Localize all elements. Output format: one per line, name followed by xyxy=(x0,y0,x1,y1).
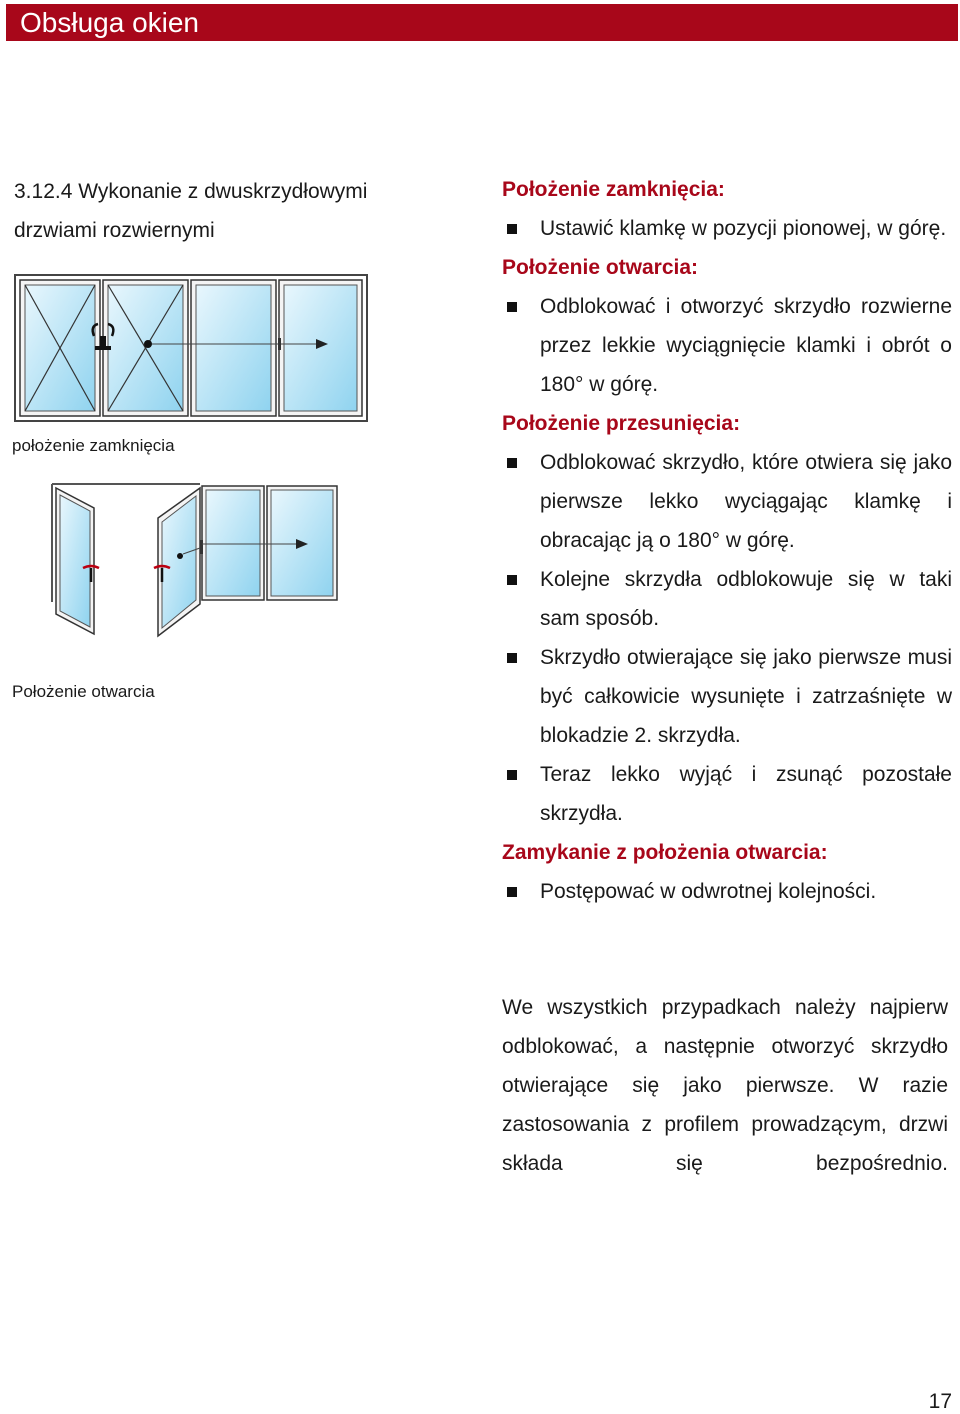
instruction-bullet xyxy=(502,872,952,911)
caption-closed: położenie zamknięcia xyxy=(12,436,175,455)
instruction-bullet xyxy=(502,209,952,248)
page-title: Obsługa okien xyxy=(20,7,200,38)
caption-open: Położenie otwarcia xyxy=(12,682,155,701)
note-paragraph: We wszystkich przypadkach należy najpierw odblokować, a następnie otworzyć skrzydło otwierające się jako pierwsze. W razie zastosowania z profilem prowadzącym, drzwi składa się bezpośrednio. xyxy=(502,996,948,1175)
square-bullet-icon xyxy=(507,575,517,585)
handle-icon xyxy=(200,540,203,554)
open-sash-left xyxy=(56,488,94,634)
instruction-bullet xyxy=(502,560,952,638)
instruction-heading: Położenie przesunięcia: xyxy=(502,412,741,435)
square-bullet-icon xyxy=(507,887,517,897)
instruction-bullet xyxy=(502,638,952,755)
square-bullet-icon xyxy=(507,458,517,468)
handle-icon xyxy=(278,338,281,350)
sash-4 xyxy=(279,280,362,416)
bullet-text: Odblokować skrzydło, które otwiera się jako pierwsze lekko wyciągając klamkę i obracając ją o 180° w górę. xyxy=(540,451,952,552)
fixed-sash-1 xyxy=(202,486,264,600)
pivot-point-icon xyxy=(144,340,152,348)
bullet-text: Kolejne skrzydła odblokowuje się w taki sam sposób. xyxy=(540,568,952,630)
instruction-bullet xyxy=(502,755,952,833)
bullet-text: Odblokować i otworzyć skrzydło rozwierne przez lekkie wyciągnięcie klamki i obrót o 180° w górę. xyxy=(540,295,952,396)
sash-3 xyxy=(191,280,276,416)
square-bullet-icon xyxy=(507,302,517,312)
instruction-heading: Położenie zamknięcia: xyxy=(502,178,725,201)
bullet-text: Ustawić klamkę w pozycji pionowej, w górę. xyxy=(540,217,947,240)
instruction-heading: Położenie otwarcia: xyxy=(502,256,699,279)
bullet-text: Postępować w odwrotnej kolejności. xyxy=(540,880,877,903)
instruction-bullet xyxy=(502,287,952,404)
closed-position-diagram xyxy=(14,274,368,422)
page-number: 17 xyxy=(928,1390,952,1413)
sash-1 xyxy=(20,280,100,416)
section-title: 3.12.4 Wykonanie z dwuskrzydłowymi drzwiami rozwiernymi xyxy=(14,180,368,242)
open-position-diagram xyxy=(50,482,370,640)
open-sash-right xyxy=(158,488,200,636)
instruction-heading: Zamykanie z położenia otwarcia: xyxy=(502,841,828,864)
pivot-point-icon xyxy=(177,553,183,559)
square-bullet-icon xyxy=(507,770,517,780)
square-bullet-icon xyxy=(507,224,517,234)
instruction-bullet xyxy=(502,443,952,560)
square-bullet-icon xyxy=(507,653,517,663)
sash-2 xyxy=(103,280,188,416)
bullet-text: Skrzydło otwierające się jako pierwsze musi być całkowicie wysunięte i zatrzaśnięte w blokadzie 2. skrzydła. xyxy=(540,646,952,747)
instructions-column xyxy=(502,170,952,911)
bullet-text: Teraz lekko wyjąć i zsunąć pozostałe skrzydła. xyxy=(540,763,952,825)
